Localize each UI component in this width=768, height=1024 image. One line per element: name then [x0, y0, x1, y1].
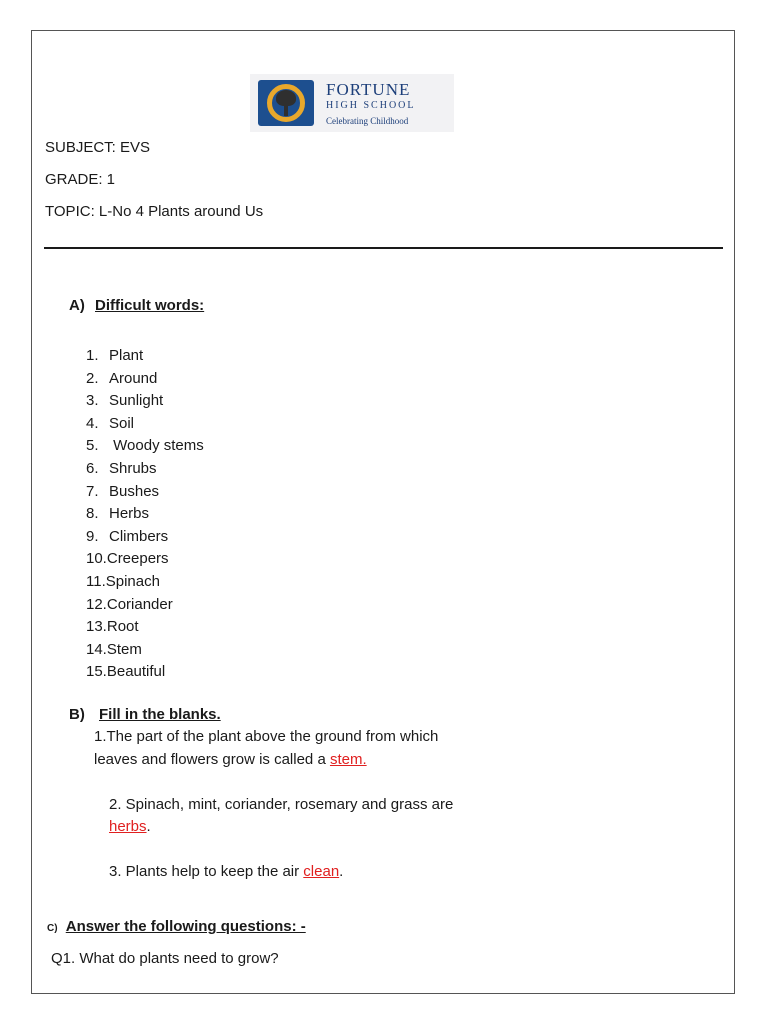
- list-item-number: 7.: [86, 482, 99, 500]
- list-item-number: 5.: [86, 437, 99, 455]
- list-item: [86, 481, 204, 504]
- list-item: [86, 548, 204, 571]
- list-item: [86, 458, 204, 481]
- list-item-number: 9.: [86, 527, 99, 545]
- fill-blank-q3-text: 3. Plants help to keep the air: [109, 863, 304, 880]
- section-b-title: Fill in the blanks.: [99, 706, 221, 723]
- tree-emblem-icon: [258, 80, 314, 126]
- fill-blank-q1-line2: [94, 751, 367, 768]
- list-item: [86, 368, 204, 391]
- fill-blank-q3-answer: clean: [303, 863, 340, 880]
- list-item-word: Plant: [109, 347, 144, 364]
- list-item-word: Shrubs: [109, 459, 157, 477]
- logo-tagline: Celebrating Childhood: [326, 115, 409, 126]
- list-item: [86, 526, 204, 549]
- section-a-title: Difficult words:: [95, 297, 205, 314]
- topic-line: TOPIC: L-No 4 Plants around Us: [45, 203, 264, 220]
- list-item-number: 3.: [86, 392, 99, 410]
- list-item-number: 2.: [86, 369, 99, 387]
- list-item-number: 14.: [86, 640, 107, 658]
- section-c-title: Answer the following questions: -: [65, 918, 306, 935]
- list-item-word: Root: [106, 618, 139, 636]
- list-item: [86, 616, 204, 639]
- subject-line: SUBJECT: EVS: [45, 139, 151, 156]
- list-item: [86, 639, 204, 662]
- list-item-number: 12.: [86, 595, 107, 613]
- school-logo: [250, 74, 454, 132]
- list-item-number: 15.: [86, 663, 107, 681]
- section-c-heading: [47, 918, 306, 935]
- fill-blank-q1-text: leaves and flowers grow is called a: [94, 751, 330, 768]
- list-item-word: Beautiful: [106, 663, 166, 681]
- list-item: [86, 390, 204, 413]
- section-a-heading: [69, 297, 204, 314]
- fill-blank-q2-answer: herbs: [109, 818, 147, 835]
- list-item: [86, 503, 204, 526]
- list-item-word: Creepers: [106, 550, 169, 568]
- list-item: [86, 413, 204, 436]
- question-1: Q1. What do plants need to grow?: [51, 950, 279, 967]
- list-item-number: 1.: [86, 347, 99, 364]
- logo-school-type: HIGH SCHOOL: [326, 99, 416, 111]
- list-item-word: Soil: [109, 414, 135, 432]
- list-item-word: Sunlight: [109, 392, 164, 410]
- list-item-word: Around: [109, 369, 158, 387]
- list-item-word: Coriander: [106, 595, 173, 613]
- fill-blank-q2-period: .: [146, 818, 151, 835]
- section-b-heading: [69, 706, 221, 723]
- list-item-word: Climbers: [109, 527, 169, 545]
- list-item-word: Bushes: [109, 482, 160, 500]
- list-item-word: Woody stems: [109, 437, 204, 455]
- list-item-number: 4.: [86, 414, 99, 432]
- fill-blank-q3-period: .: [339, 863, 344, 880]
- list-item: [86, 435, 204, 458]
- difficult-words-list: [86, 345, 204, 684]
- list-item-word: Spinach: [105, 572, 160, 590]
- grade-line: GRADE: 1: [45, 171, 116, 188]
- list-item-number: 10.: [86, 550, 107, 568]
- list-item: [86, 661, 204, 684]
- list-item-word: Stem: [106, 640, 142, 658]
- fill-blank-q2-line1: 2. Spinach, mint, coriander, rosemary and grass are: [109, 796, 454, 813]
- fill-blank-q1-line1: 1.The part of the plant above the ground from which: [94, 728, 439, 745]
- logo-school-name: FORTUNE: [326, 79, 411, 99]
- section-b-marker: B): [69, 706, 85, 723]
- list-item-word: Herbs: [109, 505, 150, 523]
- fill-blank-q1-answer: stem.: [329, 751, 367, 768]
- list-item: [86, 571, 204, 594]
- section-a-marker: A): [69, 297, 85, 314]
- list-item-number: 11.: [86, 572, 106, 590]
- header-divider: [44, 247, 723, 249]
- fill-blank-q3: [109, 863, 343, 880]
- list-item: [86, 345, 204, 368]
- list-item-number: 8.: [86, 505, 99, 523]
- fill-blank-q2-line2: [109, 818, 151, 835]
- section-c-marker: C): [47, 923, 58, 934]
- list-item-number: 13.: [86, 618, 107, 636]
- list-item-number: 6.: [86, 459, 99, 477]
- list-item: [86, 594, 204, 617]
